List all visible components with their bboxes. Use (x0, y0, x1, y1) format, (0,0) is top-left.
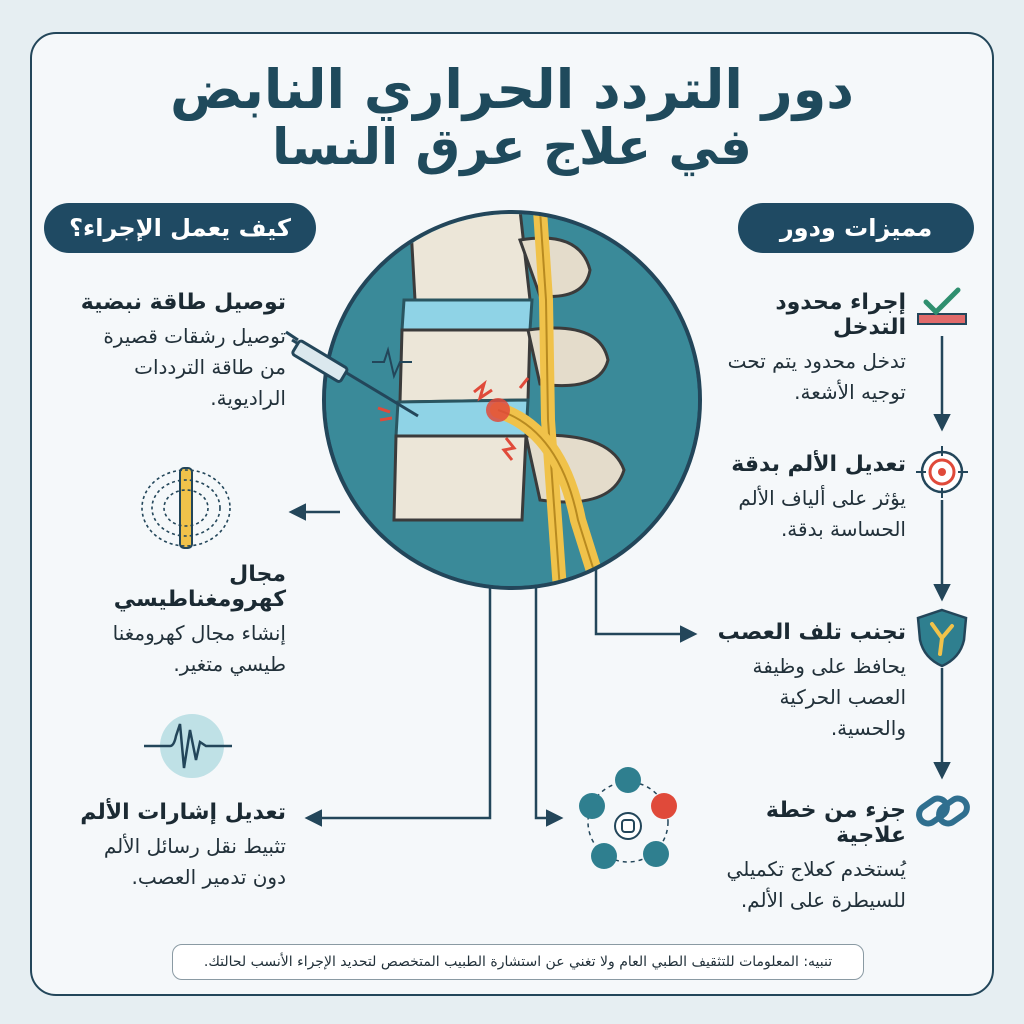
how-item-3 (72, 800, 286, 893)
title-line-2: في علاج عرق النسا (272, 118, 752, 176)
how-title-1: توصيل طاقة نبضية (80, 290, 286, 315)
advantage-item-4 (706, 798, 906, 916)
treatment-plan-cluster-icon (572, 766, 684, 878)
target-icon (916, 446, 968, 498)
disclaimer-note: تنبيه: المعلومات للتثقيف الطبي العام ولا تغني عن استشارة الطبيب المتخصص لتحديد الإجراء الأنسب لحالتك. (172, 944, 864, 980)
pulse-wave-icon (140, 712, 236, 782)
how-title-3: تعديل إشارات الألم (80, 800, 286, 825)
advantage-body-3: يحافظ على وظيفة العصب الحركية والحسية. (752, 654, 906, 740)
advantage-title-4: جزء من خطة علاجية (765, 798, 906, 848)
how-it-works-header: كيف يعمل الإجراء؟ (44, 203, 316, 253)
how-body-3: تثبيط نقل رسائل الألم دون تدمير العصب. (103, 834, 286, 889)
advantage-title-1: إجراء محدود التدخل (775, 290, 906, 340)
chain-link-icon (914, 788, 972, 834)
how-body-2: إنشاء مجال كهرومغنا طيسي متغير. (112, 621, 286, 676)
check-mark-icon (912, 282, 972, 334)
how-body-1: توصيل رشقات قصيرة من طاقة الترددات الراديوية. (103, 324, 286, 410)
advantage-item-2 (706, 452, 906, 545)
advantage-title-3: تجنب تلف العصب (717, 620, 906, 645)
advantage-item-1 (706, 290, 906, 408)
advantage-body-2: يؤثر على ألياف الألم الحساسة بدقة. (738, 486, 906, 541)
how-title-2: مجال كهرومغناطيسي (113, 562, 286, 612)
advantage-body-4: يُستخدم كعلاج تكميلي للسيطرة على الألم. (726, 857, 906, 912)
electromagnetic-field-icon (138, 462, 234, 554)
advantages-header: مميزات ودور (738, 203, 974, 253)
nerve-shield-icon (914, 606, 970, 668)
advantage-body-1: تدخل محدود يتم تحت توجيه الأشعة. (727, 349, 906, 404)
advantage-title-2: تعديل الألم بدقة (731, 452, 906, 477)
how-item-1 (72, 290, 286, 414)
how-item-2 (72, 562, 286, 680)
title-line-1: دور التردد الحراري النابض (169, 58, 855, 121)
advantage-item-3 (706, 620, 906, 744)
